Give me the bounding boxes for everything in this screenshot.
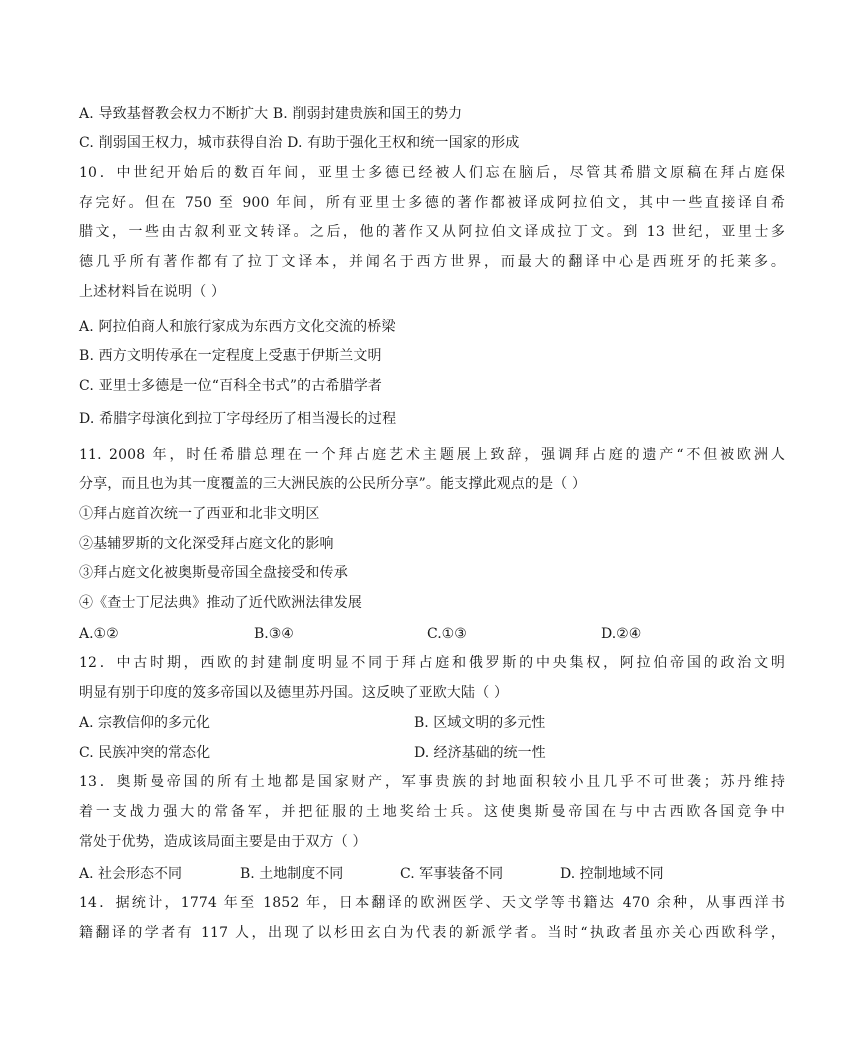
q11-stem-line-1: 11. 2008 年，时任希腊总理在一个拜占庭艺术主题展上致辞，强调拜占庭的遗产“不但被欧洲人 xyxy=(79,447,785,463)
q12-option-d: D. 经济基础的统一性 xyxy=(414,745,546,761)
q10-stem-line-3: 腊文，一些由古叙利亚文转译。之后，他的著作又从阿拉伯文译成拉丁文。到 13 世纪，亚里士多 xyxy=(79,224,785,240)
q10-stem-line-1: 10．中世纪开始后的数百年间，亚里士多德已经被人们忘在脑后，尽管其希腊文原稿在拜占庭保 xyxy=(79,165,785,181)
q12-stem-line-2: 明显有别于印度的笈多帝国以及德里苏丹国。这反映了亚欧大陆（ ） xyxy=(79,685,509,701)
q11-item-3: ③拜占庭文化被奥斯曼帝国全盘接受和传承 xyxy=(79,565,348,581)
q12-option-a: A. 宗教信仰的多元化 xyxy=(79,715,211,731)
q13-stem-line-2: 着一支战力强大的常备军，并把征服的土地奖给士兵。这使奥斯曼帝国在与中古西欧各国竞争中 xyxy=(79,804,785,820)
q9-options-cd: C. 削弱国王权力，城市获得自治 D. 有助于强化王权和统一国家的形成 xyxy=(79,135,520,151)
q10-stem-line-4: 德几乎所有著作都有了拉丁文译本，并闻名于西方世界，而最大的翻译中心是西班牙的托莱多。 xyxy=(79,254,785,270)
q11-option-c: C.①③ xyxy=(427,626,467,642)
q11-item-4: ④《查士丁尼法典》推动了近代欧洲法律发展 xyxy=(79,595,362,611)
q11-option-a: A.①② xyxy=(79,626,119,642)
q10-stem-line-5: 上述材料旨在说明（ ） xyxy=(79,284,226,300)
q12-option-c: C. 民族冲突的常态化 xyxy=(79,745,211,761)
q13-option-a: A. 社会形态不同 xyxy=(79,866,183,882)
q13-stem-line-3: 常处于优势，造成该局面主要是由于双方（ ） xyxy=(79,834,367,850)
q10-option-b: B. 西方文明传承在一定程度上受惠于伊斯兰文明 xyxy=(79,348,382,364)
q11-option-d: D.②④ xyxy=(601,626,642,642)
q13-option-c: C. 军事装备不同 xyxy=(400,866,504,882)
q10-option-c: C. 亚里士多德是一位“百科全书式”的古希腊学者 xyxy=(79,378,383,394)
q11-option-b: B.③④ xyxy=(254,626,294,642)
q12-stem-line-1: 12．中古时期，西欧的封建制度明显不同于拜占庭和俄罗斯的中央集权，阿拉伯帝国的政治文明 xyxy=(79,655,785,671)
q13-option-b: B. 土地制度不同 xyxy=(240,866,344,882)
q11-stem-line-2: 分享，而且也为其一度覆盖的三大洲民族的公民所分享”。能支撑此观点的是（ ） xyxy=(79,476,587,492)
q11-item-1: ①拜占庭首次统一了西亚和北非文明区 xyxy=(79,506,320,522)
q12-option-b: B. 区域文明的多元性 xyxy=(414,715,546,731)
q10-stem-line-2: 存完好。但在 750 至 900 年间，所有亚里士多德的著作都被译成阿拉伯文，其中一些直接译自希 xyxy=(79,195,785,211)
q13-stem-line-1: 13．奥斯曼帝国的所有土地都是国家财产，军事贵族的封地面积较小且几乎不可世袭；苏丹维持 xyxy=(79,774,785,790)
q10-option-d: D. 希腊字母演化到拉丁字母经历了相当漫长的过程 xyxy=(79,411,397,427)
q10-option-a: A. 阿拉伯商人和旅行家成为东西方文化交流的桥梁 xyxy=(79,319,396,335)
q14-stem-line-2: 籍翻译的学者有 117 人，出现了以杉田玄白为代表的新派学者。当时“执政者虽亦关心西欧科学， xyxy=(79,925,785,941)
q9-options-ab: A. 导致基督教会权力不断扩大 B. 削弱封建贵族和国王的势力 xyxy=(79,106,463,122)
q14-stem-line-1: 14．据统计，1774 年至 1852 年，日本翻译的欧洲医学、天文学等书籍达 470 余种，从事西洋书 xyxy=(79,895,785,911)
q11-item-2: ②基辅罗斯的文化深受拜占庭文化的影响 xyxy=(79,536,334,552)
q13-option-d: D. 控制地域不同 xyxy=(560,866,664,882)
